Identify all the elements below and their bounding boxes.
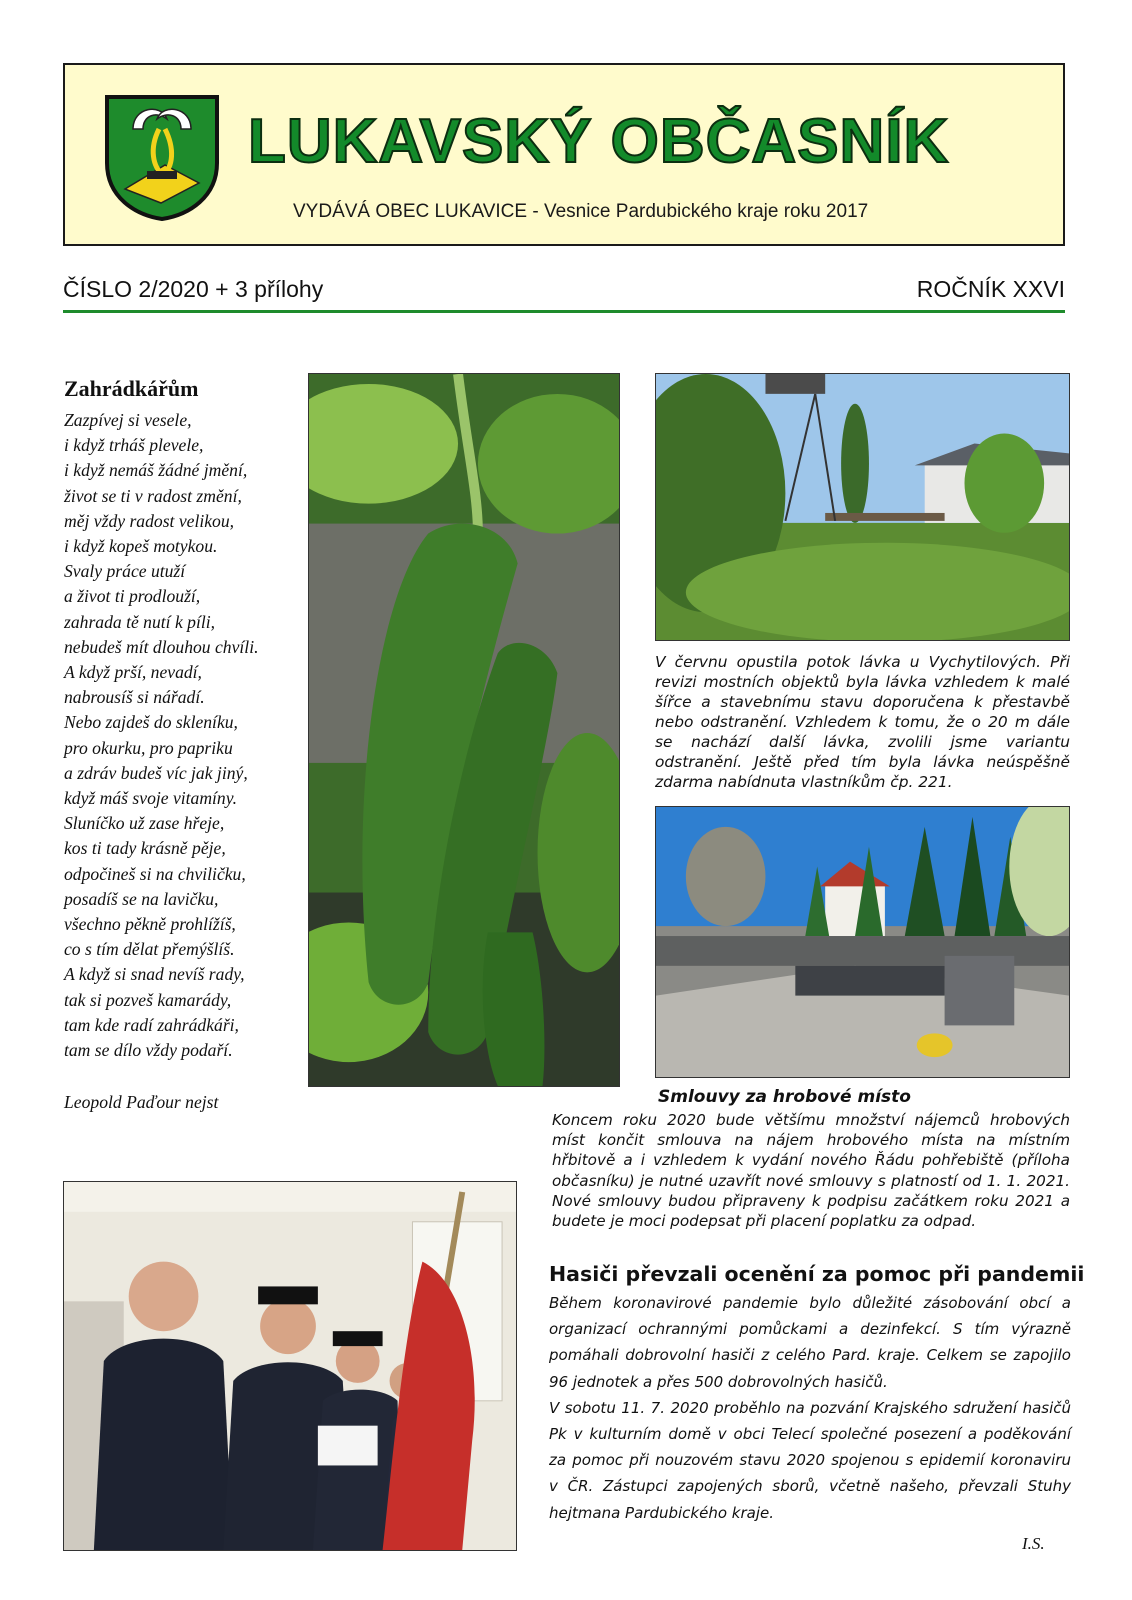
poem-author: Leopold Paďour nejst (64, 1092, 219, 1112)
newsletter-subtitle: VYDÁVÁ OBEC LUKAVICE - Vesnice Pardubického kraje roku 2017 (293, 201, 869, 222)
poem-title: Zahrádkářům (64, 376, 199, 401)
issue-number: ČÍSLO 2/2020 + 3 přílohy (63, 276, 324, 302)
poem-line: Sluníčko už zase hřeje, (64, 813, 225, 834)
cemetery-photo (655, 806, 1070, 1078)
author-initials: I.S. (1022, 1534, 1045, 1553)
poem-line: zahrada tě nutí k píli, (64, 611, 216, 632)
footbridge-removal-photo (655, 373, 1070, 641)
footbridge-caption: V červnu opustila potok lávka u Vychytilových. Při revizi mostních objektů byla lávka vzhledem k malé šířce a stavebnímu stavu doporučena k přestavbě nebo odstranění. Vzhledem k tomu, že o 20 m dále se nachází další lávka, zvolili jsme variantu odstranění. Ještě před tím byla lávka neúspěšně zdarma nabídnuta vlastníkům čp. 221. (655, 653, 1070, 791)
poem-line: všechno pěkně prohlížíš, (64, 914, 236, 935)
poem-line: A když si snad nevíš rady, (64, 964, 245, 985)
poem-line: když máš svoje vitamíny. (64, 788, 237, 809)
firefighters-photo (63, 1181, 517, 1551)
poem-line: i když kopeš motykou. (64, 536, 218, 557)
firefighters-paragraph-2: V sobotu 11. 7. 2020 proběhlo na pozvání Krajského sdružení hasičů Pk v kulturním domě v obci Telecí společné posezení a poděkování za pomoc při nouzovém stavu 2020 spojenou s epidemií koronaviru v ČR. Zástupci zapojených sborů, včetně našeho, převzali Stuhy hejtmana Pardubického kraje. (549, 1398, 1071, 1522)
poem-line: a život ti prodlouží, (64, 586, 201, 607)
newsletter-title: LUKAVSKÝ OBČASNÍK (248, 107, 950, 176)
poem-line: tam se dílo vždy podaří. (64, 1040, 233, 1061)
poem-line: tam kde radí zahrádkáři, (64, 1014, 239, 1035)
poem-line: co s tím dělat přemýšlíš. (64, 939, 235, 960)
poem-line: A když prší, nevadí, (64, 662, 202, 683)
firefighters-article-text (549, 1290, 1071, 1526)
poem-line: měj vždy radost velikou, (64, 510, 235, 531)
grave-article-title: Smlouvy za hrobové místo (658, 1087, 911, 1107)
poem-line: Zazpívej si vesele, (64, 410, 192, 430)
grave-article-text: Koncem roku 2020 bude většímu množství nájemců hrobových míst končit smlouva na nájem hrobového místa na místním hřbitově a i vzhledem k vydání nového Řádu pohřebiště (příloha občasníku) je nutné uzavřít nové smlouvy s platností od 1. 1. 2021. Nové smlouvy budou připraveny k podpisu začátkem roku 2021 a budete je moci podepsat při placení poplatku za odpad. (552, 1111, 1070, 1231)
firefighters-article-title: Hasiči převzali ocenění za pomoc při pandemii (549, 1262, 1085, 1286)
poem-line: posadíš se na lavičku, (64, 888, 219, 909)
poem-line: Svaly práce utuží (64, 561, 186, 582)
header-divider (63, 310, 1065, 313)
poem-body (64, 408, 304, 1063)
poem-line: nebudeš mít dlouhou chvíli. (64, 636, 259, 657)
poem-line: život se ti v radost změní, (64, 485, 242, 506)
poem-line: pro okurku, pro papriku (64, 737, 233, 758)
volume-label: ROČNÍK XXVI (916, 276, 1065, 302)
poem-line: i když nemáš žádné jmění, (64, 460, 248, 481)
cucumber-photo (308, 373, 620, 1087)
poem-line: i když trháš plevele, (64, 435, 204, 456)
poem-line: kos ti tady krásně pěje, (64, 838, 226, 859)
poem-line: nabrousíš si nářadí. (64, 687, 205, 708)
poem-line: tak si pozveš kamarády, (64, 989, 232, 1010)
firefighters-paragraph-1: Během koronavirové pandemie bylo důležité zásobování obcí a organizací ochrannými pomůckami a dezinfekcí. S tím výrazně pomáhali dobrovolní hasiči z celého Pard. kraje. Celkem se zapojilo 96 jednotek a přes 500 dobrovolných hasičů. (549, 1294, 1071, 1391)
poem-line: Nebo zajdeš do skleníku, (64, 712, 238, 733)
masthead-banner (63, 63, 1065, 246)
coat-of-arms-icon (103, 93, 221, 221)
poem-line: a zdráv budeš víc jak jiný, (64, 762, 248, 783)
poem-line: odpočineš si na chviličku, (64, 863, 246, 884)
